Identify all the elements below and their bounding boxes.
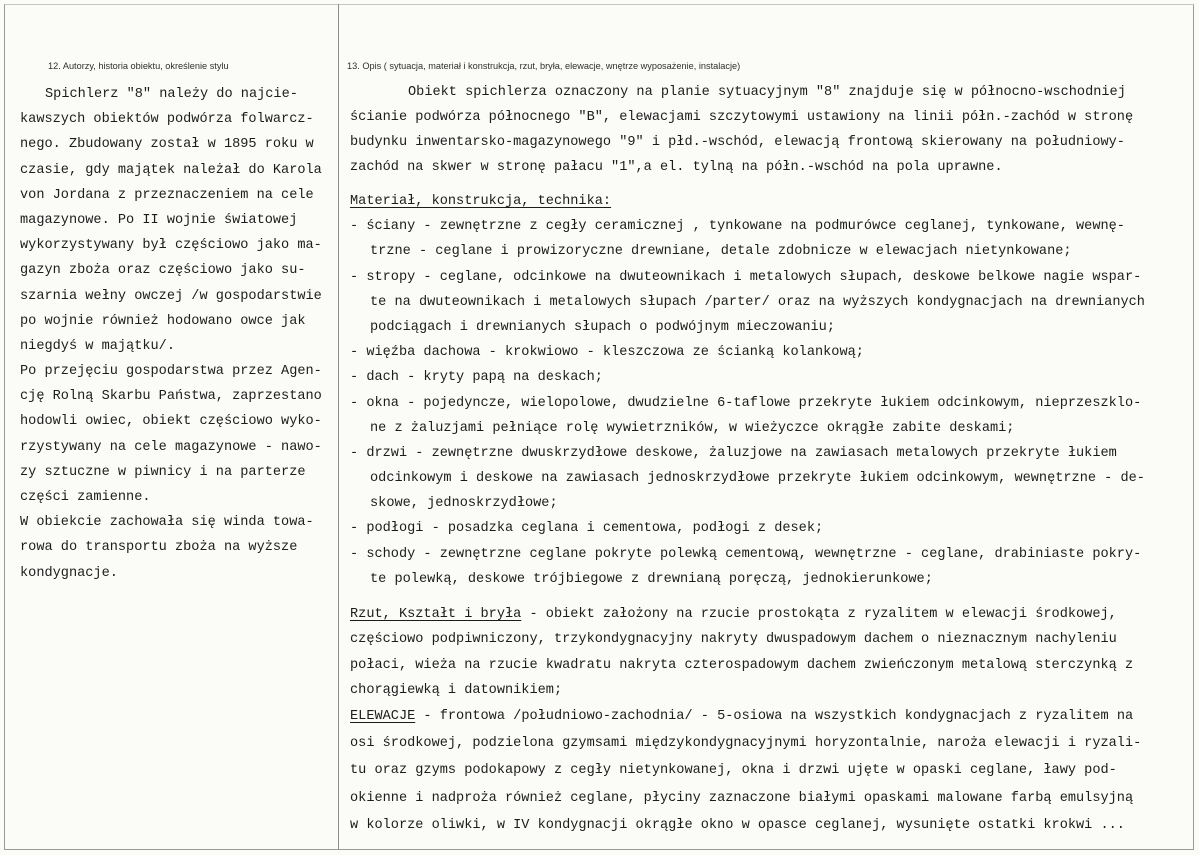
material-item bbox=[350, 214, 1145, 264]
materials-heading: Materiał, konstrukcja, technika: bbox=[350, 194, 612, 209]
elevations-text-line: w kolorze oliwki, w IV kondygnacji okrągłe okno w opasce ceglanej, wysunięte ostatki krokwi ... bbox=[350, 817, 1125, 833]
history-section-header: 12. Autorzy, historia obiektu, określenie stylu bbox=[48, 61, 229, 71]
shape-text-line: częściowo podpiwniczony, trzykondygnacyjny nakryty dwuspadowym dachem o nieznacznym nachyleniu bbox=[350, 632, 1117, 648]
elevations-text: - frontowa /południowo-zachodnia/ - 5-osiowa na wszystkich kondygnacjach z ryzalitem na bbox=[415, 709, 1134, 724]
description-section-header: 13. Opis ( sytuacja, materiał i konstrukcja, rzut, bryła, elewacje, wnętrze wyposażenie, instalacje) bbox=[347, 61, 741, 71]
description-intro bbox=[350, 80, 1133, 180]
history-text bbox=[20, 82, 322, 586]
elevations-text-line: osi środkowej, podzielona gzymsami międzykondygnacyjnymi horyzontalnie, naroża elewacji i ryzali- bbox=[350, 736, 1142, 752]
material-item-line: te na dwuteownikach i metalowych słupach /parter/ oraz na wyższych kondygnacjach na drewnianych bbox=[370, 294, 1145, 310]
material-item bbox=[350, 391, 1145, 441]
material-item-line: podciągach i drewnianych słupach o podwójnym mieczowaniu; bbox=[370, 319, 835, 335]
material-item bbox=[350, 441, 1145, 517]
elevations-text-line: tu oraz gzyms podokapowy z cegły nietynkowanej, okna i drzwi ujęte w opaski ceglane, ławy pod- bbox=[350, 763, 1117, 779]
history-text-line: cję Rolną Skarbu Państwa, zaprzestano bbox=[20, 389, 322, 405]
intro-text-line: Obiekt spichlerza oznaczony na planie sytuacyjnym "8" znajduje się w północno-wschodniej bbox=[408, 85, 1126, 100]
history-text-line: po wojnie również hodowano owce jak bbox=[20, 313, 306, 329]
material-item-line: skowe, jednoskrzydłowe; bbox=[370, 496, 558, 512]
material-item bbox=[350, 265, 1145, 341]
material-item-line: te polewką, deskowe trójbiegowe z drewnianą poręczą, jednokierunkowe; bbox=[370, 571, 933, 587]
material-item bbox=[350, 542, 1145, 592]
history-text-line: rowa do transportu zboża na wyższe bbox=[20, 540, 298, 556]
shape-section bbox=[350, 602, 1133, 704]
material-item-line: odcinkowym i deskowe na zawiasach jednoskrzydłowe przekryte łukiem odcinkowym, wewnętrzne - de- bbox=[370, 471, 1145, 487]
shape-heading: Rzut, Kształt i bryła bbox=[350, 607, 522, 622]
materials-heading-line bbox=[350, 189, 1145, 214]
history-text-line: zy sztuczne w piwnicy i na parterze bbox=[20, 464, 306, 480]
shape-text: - obiekt założony na rzucie prostokąta z ryzalitem w elewacji środkowej, bbox=[521, 607, 1117, 622]
material-item-line: - okna - pojedyncze, wielopolowe, dwudzielne 6-taflowe przekryte łukiem odcinkowym, nieprzeszklo- bbox=[350, 395, 1142, 411]
history-text-line: czasie, gdy majątek należał do Karola bbox=[20, 162, 322, 178]
material-item bbox=[350, 516, 1145, 541]
history-text-line: wykorzystywany był częściowo jako ma- bbox=[20, 238, 322, 254]
material-item bbox=[350, 365, 1145, 390]
history-text-line: hodowli owiec, obiekt częściowo wyko- bbox=[20, 414, 322, 430]
material-item-line: - drzwi - zewnętrzne dwuskrzydłowe deskowe, żaluzjowe na zawiasach metalowych przekryte łukiem bbox=[350, 445, 1117, 461]
material-item bbox=[350, 340, 1145, 365]
history-text-line: magazynowe. Po II wojnie światowej bbox=[20, 212, 298, 228]
materials-section bbox=[350, 189, 1145, 592]
history-text-line: Po przejęciu gospodarstwa przez Agen- bbox=[20, 364, 322, 380]
material-item-line: - dach - kryty papą na deskach; bbox=[350, 370, 603, 386]
history-text-line: nego. Zbudowany został w 1895 roku w bbox=[20, 137, 314, 153]
elevations-heading: ELEWACJE bbox=[350, 709, 416, 724]
history-text-line: gazyn zboża oraz częściowo jako su- bbox=[20, 263, 306, 279]
history-text-line: szarnia wełny owczej /w gospodarstwie bbox=[20, 288, 322, 304]
shape-first-line bbox=[350, 602, 1133, 627]
history-text-line: rzystywany na cele magazynowe - nawo- bbox=[20, 439, 322, 455]
material-item-line: - więźba dachowa - krokwiowo - kleszczowa ze ścianką kolankową; bbox=[350, 345, 864, 361]
shape-text-line: chorągiewką i datownikiem; bbox=[350, 683, 563, 699]
elevations-first-line bbox=[350, 703, 1141, 730]
history-text-line: części zamienne. bbox=[20, 490, 151, 505]
history-text-line: kawszych obiektów podwórza folwarcz- bbox=[20, 112, 314, 128]
elevations-text-line: okienne i nadproża również ceglane, płyciny zaznaczone białymi opaskami malowane farbą emulsyjną bbox=[350, 790, 1134, 806]
material-item-line: - stropy - ceglane, odcinkowe na dwuteownikach i metalowych słupach, deskowe belkowe nagie wspar- bbox=[350, 269, 1142, 285]
history-text-line: von Jordana z przeznaczeniem na cele bbox=[20, 187, 314, 203]
material-item-line: - podłogi - posadzka ceglana i cementowa, podłogi z desek; bbox=[350, 521, 824, 537]
history-text-line: W obiekcie zachowała się winda towa- bbox=[20, 515, 314, 531]
history-text-line: Spichlerz "8" należy do najcie- bbox=[45, 87, 298, 102]
intro-text-line: zachód na skwer w stronę pałacu "1",a el. tylną na półn.-wschód na pola uprawne. bbox=[350, 160, 1003, 175]
history-text-line: niegdyś w majątku/. bbox=[20, 338, 175, 354]
shape-text-line: połaci, wieża na rzucie kwadratu nakryta czterospadowym dachem zwieńczonym metalową sterczynką z bbox=[350, 657, 1134, 673]
material-item-line: - ściany - zewnętrzne z cegły ceramicznej , tynkowane na podmurówce ceglanej, tynkowane, wewnę- bbox=[350, 219, 1125, 235]
column-divider bbox=[338, 4, 339, 850]
material-item-line: - schody - zewnętrzne ceglane pokryte polewką cementową, wewnętrzne - ceglane, drabiniaste pokry- bbox=[350, 546, 1142, 562]
material-item-line: ne z żaluzjami pełniące rolę wywietrzników, w wieżyczce okrągłe zabite deskami; bbox=[370, 420, 1015, 436]
elevations-section bbox=[350, 703, 1141, 839]
intro-text-line: ścianie podwórza północnego "B", elewacjami szczytowymi ustawiony na linii półn.-zachód w stronę bbox=[350, 110, 1134, 125]
history-text-line: kondygnacje. bbox=[20, 565, 118, 581]
intro-text-line: budynku inwentarsko-magazynowego "9" i płd.-wschód, elewacją frontową skierowany na południowy- bbox=[350, 135, 1125, 150]
material-item-line: trzne - ceglane i prowizoryczne drewniane, detale zdobnicze w elewacjach nietynkowane; bbox=[370, 244, 1072, 260]
